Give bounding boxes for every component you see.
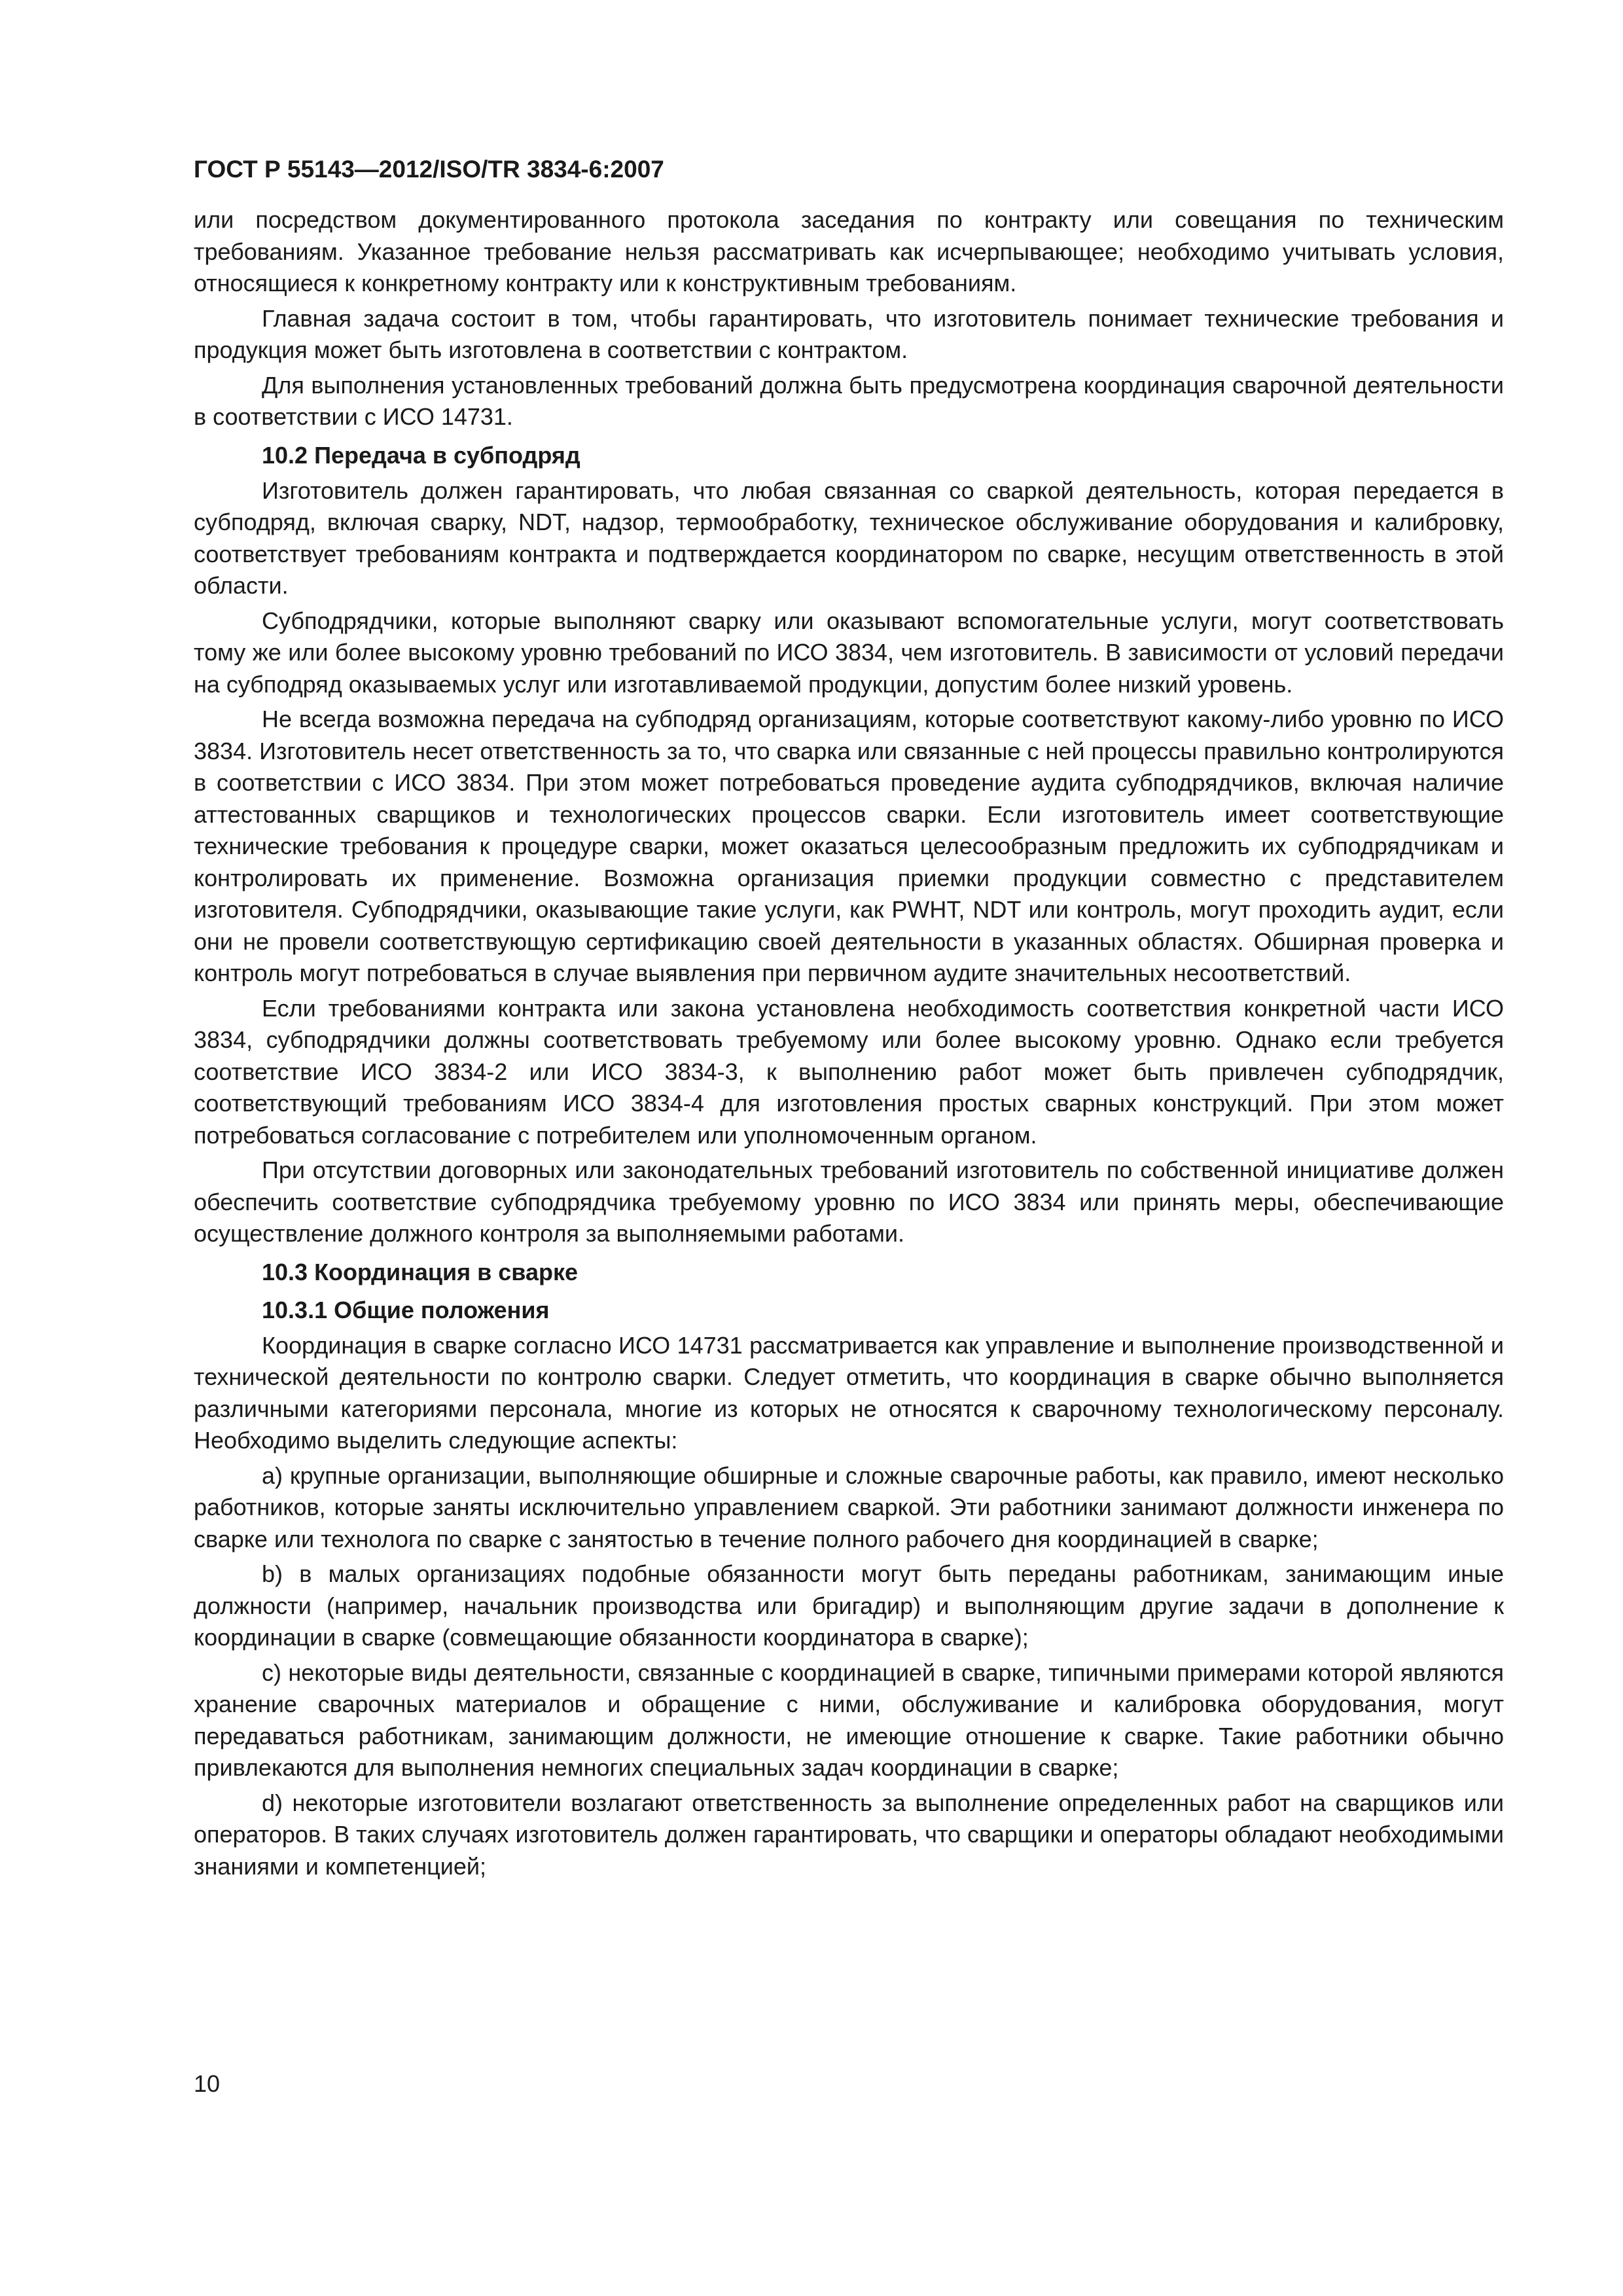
intro-paragraph-1: или посредством документированного протокола заседания по контракту или совещания по техническим требованиям. Указанное требование нельзя рассматривать как исчерпывающее; необходимо учитывать условия, относящиеся к конкретному контракту или к конструктивным требованиям. [194,206,1504,296]
section-heading-10-2: 10.2 Передача в субподряд [262,441,580,469]
paragraph-10-2-2: Субподрядчики, которые выполняют сварку или оказывают вспомогательные услуги, могут соответствовать тому же или более высокому уровню требований по ИСО 3834, чем изготовитель. В зависимости от условий передачи на субподряд оказываемых услуг или изготавливаемой продукции, допустим более низкий уровень. [194,607,1504,698]
list-item-c: c) некоторые виды деятельности, связанные с координацией в сварке, типичными примерами которой являются хранение сварочных материалов и обращение с ними, обслуживание и калибровка оборудования, могут передаваться работникам, занимающим должности, не имеющие отношение к сварке. Такие работники обычно привлекаются для выполнения немногих специальных задач координации в сварке; [194,1659,1504,1781]
list-item-d: d) некоторые изготовители возлагают ответственность за выполнение определенных работ на сварщиков или операторов. В таких случаях изготовитель должен гарантировать, что сварщики и операторы обладают необходимыми знаниями и компетенцией; [194,1789,1504,1880]
intro-paragraph-3: Для выполнения установленных требований должна быть предусмотрена координация сварочной деятельности в соответствии с ИСО 14731. [194,371,1504,430]
paragraph-10-2-5: При отсутствии договорных или законодательных требований изготовитель по собственной инициативе должен обеспечить соответствие субподрядчика требуемому уровню по ИСО 3834 или принять меры, обеспечивающие осуществление должного контроля за выполняемыми работами. [194,1157,1504,1247]
document-page [194,153,1504,1882]
section-heading-10-3: 10.3 Координация в сварке [262,1258,578,1285]
paragraph-10-3-1-intro: Координация в сварке согласно ИСО 14731 рассматривается как управление и выполнение производственной и технической деятельности по контролю сварки. Следует отметить, что координация в сварке обычно выполняется различными категориями персонала, многие из которых не относятся к сварочному технологическому персоналу. Необходимо выделить следующие аспекты: [194,1331,1504,1454]
paragraph-10-2-1: Изготовитель должен гарантировать, что любая связанная со сваркой деятельность, которая передается в субподряд, включая сварку, NDT, надзор, термообработку, техническое обслуживание оборудования и калибровку, соответствует требованиям контракта и подтверждается координатором по сварке, несущим ответственность в этой области. [194,476,1504,599]
page-number: 10 [194,2070,221,2097]
paragraph-10-2-3: Не всегда возможна передача на субподряд организациям, которые соответствуют какому-либо уровню по ИСО 3834. Изготовитель несет ответственность за то, что сварка или связанные с ней процессы правильно контролируются в соответствии с ИСО 3834. При этом может потребоваться проведение аудита субподрядчиков, включая наличие аттестованных сварщиков и технологических процессов сварки. Если изготовитель имеет соответствующие технические требования к процедуре сварки, может оказаться целесообразным предложить их субподрядчикам и контролировать их применение. Возможна организация приемки продукции совместно с представителем изготовителя. Субподрядчики, оказывающие такие услуги, как PWHT, NDT или контроль, могут проходить аудит, если они не провели соответствующую сертификацию своей деятельности в указанных областях. Обширная проверка и контроль могут потребоваться в случае выявления при первичном аудите значительных несоответствий. [194,706,1504,986]
list-item-a: a) крупные организации, выполняющие обширные и сложные сварочные работы, как правило, имеют несколько работников, которые заняты исключительно управлением сваркой. Эти работники занимают должности инженера по сварке или технолога по сварке с занятостью в течение полного рабочего дня координацией в сварке; [194,1462,1504,1552]
section-heading-10-3-1: 10.3.1 Общие положения [262,1296,550,1323]
paragraph-10-2-4: Если требованиями контракта или закона установлена необходимость соответствия конкретной части ИСО 3834, субподрядчики должны соответствовать требуемому или более высокому уровню. Однако если требуется соответствие ИСО 3834-2 или ИСО 3834-3, к выполнению работ может быть привлечен субподрядчик, соответствующий требованиям ИСО 3834-4 для изготовления простых сварных конструкций. При этом может потребоваться согласование с потребителем или уполномоченным органом. [194,994,1504,1149]
list-item-b: b) в малых организациях подобные обязанности могут быть переданы работникам, занимающим иные должности (например, начальник производства или бригадир) и выполняющим другие задачи в дополнение к координации в сварке (совмещающие обязанности координатора в сварке); [194,1560,1504,1651]
intro-paragraph-2: Главная задача состоит в том, чтобы гарантировать, что изготовитель понимает технические требования и продукция может быть изготовлена в соответствии с контрактом. [194,304,1504,363]
standard-title: ГОСТ Р 55143—2012/ISO/TR 3834-6:2007 [194,156,664,183]
